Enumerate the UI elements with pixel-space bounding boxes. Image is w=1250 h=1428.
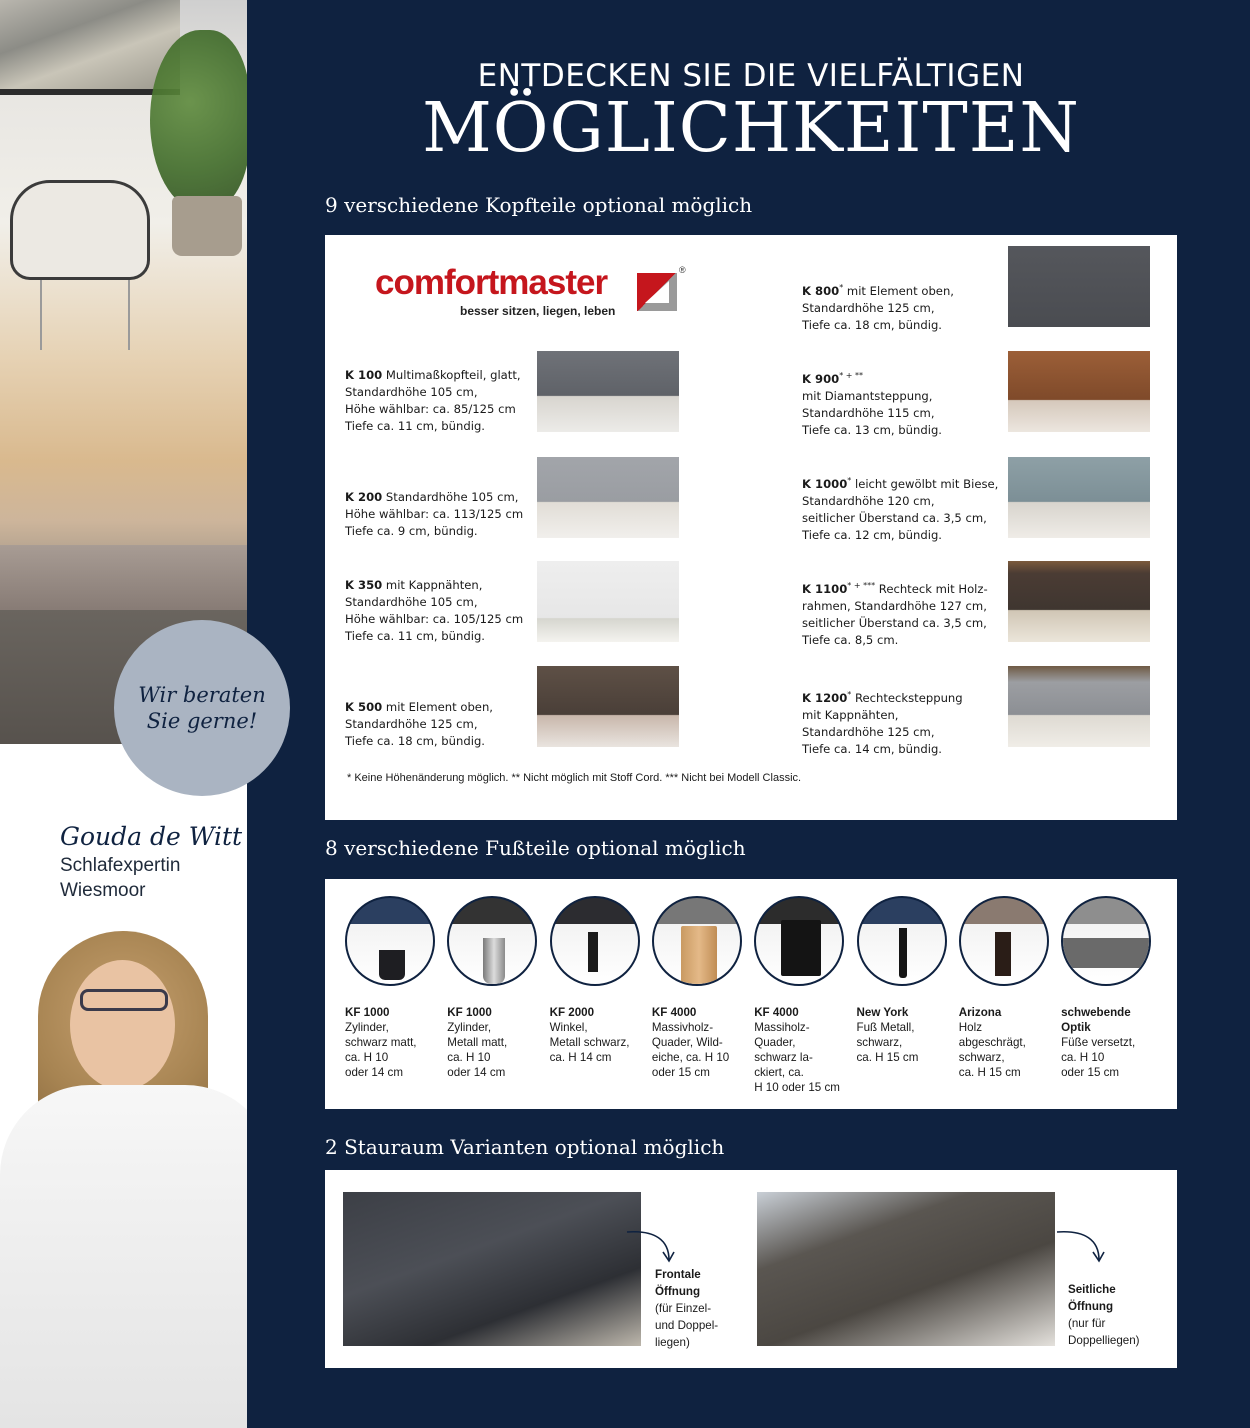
- foot-desc-line: schwarz,: [958, 1051, 1005, 1064]
- storage-desc-line: (für Einzel-: [655, 1302, 712, 1315]
- foot-leg-shape: [588, 932, 598, 972]
- foot-desc-line: oder 14 cm: [345, 1066, 403, 1079]
- chair-legs: [40, 280, 130, 350]
- headboard-desc-line: Rechtecksteppung: [854, 690, 963, 705]
- headboard-desc-line: Höhe wählbar: ca. 113/125 cm: [345, 507, 524, 521]
- headboard-desc-line: rahmen, Standardhöhe 127 cm,: [802, 598, 987, 613]
- headboard-desc-line: Standardhöhe 125 cm,: [345, 717, 478, 731]
- foot-desc-line: Metall matt,: [447, 1036, 508, 1049]
- foot-desc-line: Quader,: [754, 1036, 796, 1049]
- headboard-image: [1008, 351, 1150, 432]
- storage-box: [325, 1170, 1177, 1368]
- headboard-desc-line: seitlicher Überstand ca. 3,5 cm,: [802, 510, 987, 525]
- foot-desc-line: ca. H 15 cm: [856, 1051, 919, 1064]
- headboard-desc-line: Standardhöhe 120 cm,: [802, 493, 935, 508]
- section-title-headboards: 9 verschiedene Kopfteile optional möglich: [325, 193, 753, 217]
- foot-desc-line: Metall schwarz,: [549, 1036, 630, 1049]
- foot-name: KF 1000: [345, 1006, 390, 1019]
- headboard-footnote-mark: *: [847, 476, 852, 485]
- storage-desc-line: und Doppel-: [655, 1319, 719, 1332]
- foot-desc-line: abgeschrägt,: [958, 1036, 1026, 1049]
- foot-image: [652, 896, 742, 986]
- foot-image: [345, 896, 435, 986]
- portrait-face: [70, 960, 175, 1090]
- foot-desc-line: oder 14 cm: [447, 1066, 506, 1079]
- portrait-shirt: [0, 1085, 247, 1428]
- foot-leg-shape: [1063, 938, 1151, 968]
- foot-description: [754, 1005, 854, 1095]
- foot-desc-line: Massiholz-: [754, 1021, 810, 1034]
- headboard-footnote-mark: * + **: [839, 371, 864, 380]
- headboard-code: K 350: [345, 578, 383, 592]
- foot-desc-line: Massivholz-: [651, 1021, 714, 1034]
- expert-place: Wiesmoor: [60, 880, 146, 901]
- headboard-image: [1008, 666, 1150, 747]
- headboard-desc-line: mit Element oben,: [385, 700, 493, 714]
- curved-arrow-icon: [1055, 1226, 1105, 1266]
- headboard-image: [537, 666, 679, 747]
- foot-description: [447, 1005, 547, 1080]
- headboard-desc-line: Standardhöhe 105 cm,: [345, 385, 478, 399]
- curved-arrow-icon: [625, 1226, 675, 1266]
- foot-name: Arizona: [958, 1006, 1002, 1019]
- foot-leg-shape: [483, 938, 505, 984]
- storage-title-line: Öffnung: [655, 1285, 701, 1298]
- foot-desc-line: Quader, Wild-: [651, 1036, 723, 1049]
- foot-description: [345, 1005, 445, 1080]
- foot-desc-line: ca. H 10: [1061, 1051, 1105, 1064]
- headboard-desc-line: Tiefe ca. 11 cm, bündig.: [345, 419, 485, 433]
- headboard-k-1000: [802, 472, 998, 544]
- foot-desc-line: H 10 oder 15 cm: [754, 1081, 840, 1094]
- logo-mark-icon: [637, 273, 677, 311]
- foot-image: [959, 896, 1049, 986]
- headboard-code: K 900: [802, 371, 840, 386]
- headboard-desc-line: leicht gewölbt mit Biese,: [854, 476, 999, 491]
- foot-desc-line: oder 15 cm: [1061, 1066, 1120, 1079]
- headboard-code: K 500: [345, 700, 383, 714]
- headboard-desc-line: Höhe wählbar: ca. 105/125 cm: [345, 612, 524, 626]
- logo-registered: ®: [679, 265, 686, 275]
- section-title-storage: 2 Stauraum Varianten optional möglich: [325, 1135, 725, 1159]
- storage-title-line: Frontale: [655, 1268, 701, 1281]
- foot-name: schwebende: [1061, 1006, 1131, 1019]
- expert-title: Schlafexpertin: [60, 855, 181, 876]
- storage-title-line: Seitliche: [1068, 1283, 1116, 1296]
- foot-desc-line: Fuß Metall,: [856, 1021, 915, 1034]
- foot-image: [550, 896, 640, 986]
- storage-title-line: Öffnung: [1068, 1300, 1114, 1313]
- chair-image: [10, 180, 150, 280]
- expert-portrait: [0, 925, 247, 1428]
- headboard-desc-line: Tiefe ca. 8,5 cm.: [802, 632, 899, 647]
- feet-box: [325, 879, 1177, 1109]
- headboard-desc-line: Standardhöhe 105 cm,: [345, 595, 478, 609]
- section-title-feet: 8 verschiedene Fußteile optional möglich: [325, 836, 746, 860]
- headboard-code: K 100: [345, 368, 383, 382]
- headboard-desc-line: mit Diamantsteppung,: [802, 388, 933, 403]
- headboard-footnote-mark: *: [847, 690, 852, 699]
- headboard-desc-line: Standardhöhe 125 cm,: [802, 300, 935, 315]
- headboard-image: [1008, 561, 1150, 642]
- headline-line1: ENTDECKEN SIE DIE VIELFÄLTIGEN: [477, 58, 1025, 94]
- headboard-k-500: [345, 699, 493, 750]
- headboards-box: [325, 235, 1177, 820]
- headboard-desc-line: Tiefe ca. 11 cm, bündig.: [345, 629, 485, 643]
- foot-leg-shape: [899, 928, 907, 978]
- headboard-desc-line: Standardhöhe 125 cm,: [802, 724, 935, 739]
- headboard-k-350: [345, 577, 523, 645]
- foot-image: [754, 896, 844, 986]
- headboard-desc-line: Standardhöhe 115 cm,: [802, 405, 935, 420]
- headline-line2: MÖGLICHKEITEN: [422, 89, 1080, 168]
- foot-leg-shape: [781, 920, 821, 976]
- headboard-k-1200: [802, 686, 963, 758]
- logo-word: [375, 263, 607, 303]
- plant-pot: [172, 196, 242, 256]
- headboard-code: K 1000: [802, 476, 848, 491]
- logo-word-b: master: [498, 263, 608, 302]
- foot-leg-shape: [379, 950, 405, 980]
- headboard-k-100: [345, 367, 521, 435]
- foot-desc-line: Zylinder,: [345, 1021, 389, 1034]
- headboard-k-900: [802, 367, 942, 439]
- headboard-k-200: [345, 489, 523, 540]
- foot-name: KF 1000: [447, 1006, 492, 1019]
- foot-desc-line: Optik: [1061, 1021, 1091, 1034]
- foot-name: KF 2000: [549, 1006, 595, 1019]
- foot-desc-line: ca. H 10: [345, 1051, 389, 1064]
- headboard-image: [537, 457, 679, 538]
- headboard-desc-line: mit Kappnähten,: [385, 578, 483, 592]
- foot-desc-line: ca. H 15 cm: [958, 1066, 1021, 1079]
- headboard-footnote: * Keine Höhenänderung möglich. ** Nicht möglich mit Stoff Cord. *** Nicht bei Modell Classic.: [347, 772, 802, 784]
- headboard-k-1100: [802, 577, 988, 649]
- storage-side-image: [757, 1192, 1055, 1346]
- storage-description: [655, 1266, 718, 1351]
- foot-desc-line: schwarz,: [856, 1036, 903, 1049]
- headboard-k-800: [802, 279, 954, 334]
- headboard-desc-line: Tiefe ca. 14 cm, bündig.: [802, 741, 942, 756]
- storage-desc-line: Doppelliegen): [1068, 1334, 1140, 1347]
- headboard-desc-line: Tiefe ca. 12 cm, bündig.: [802, 527, 942, 542]
- headboard-code: K 200: [345, 490, 383, 504]
- foot-name: KF 4000: [754, 1006, 799, 1019]
- headboard-desc-line: Standardhöhe 105 cm,: [385, 490, 519, 504]
- foot-description: [652, 1005, 752, 1080]
- foot-desc-line: schwarz la-: [754, 1051, 813, 1064]
- headboard-image: [1008, 246, 1150, 327]
- logo-word-a: comfort: [375, 263, 499, 302]
- headboard-desc-line: Tiefe ca. 13 cm, bündig.: [802, 422, 942, 437]
- headboard-desc-line: mit Element oben,: [846, 283, 954, 298]
- storage-description: [1068, 1281, 1140, 1349]
- headboard-desc-line: Höhe wählbar: ca. 85/125 cm: [345, 402, 516, 416]
- foot-desc-line: Zylinder,: [447, 1021, 492, 1034]
- foot-desc-line: eiche, ca. H 10: [651, 1051, 730, 1064]
- headboard-footnote-mark: *: [839, 283, 844, 292]
- storage-desc-line: liegen): [655, 1336, 690, 1349]
- headboard-code: K 1100: [802, 581, 848, 596]
- headboard-image: [1008, 457, 1150, 538]
- storage-desc-line: (nur für: [1068, 1317, 1106, 1330]
- foot-description: [1061, 1005, 1161, 1080]
- foot-description: [550, 1005, 650, 1065]
- foot-description: [959, 1005, 1059, 1080]
- foot-desc-line: Holz: [958, 1021, 982, 1034]
- headboard-desc-line: seitlicher Überstand ca. 3,5 cm,: [802, 615, 987, 630]
- foot-desc-line: ca. H 14 cm: [549, 1051, 612, 1064]
- foot-leg-shape: [995, 932, 1011, 976]
- plant-image: [150, 30, 247, 210]
- storage-front-image: [343, 1192, 641, 1346]
- headboard-image: [537, 561, 679, 642]
- headboard-desc-line: Rechteck mit Holz-: [878, 581, 988, 596]
- foot-desc-line: Füße versetzt,: [1061, 1036, 1136, 1049]
- headboard-footnote-mark: * + ***: [847, 581, 876, 590]
- foot-description: [857, 1005, 957, 1065]
- headboard-desc-line: mit Kappnähten,: [802, 707, 899, 722]
- headboard-desc-line: Tiefe ca. 9 cm, bündig.: [345, 524, 478, 538]
- expert-name: Gouda de Witt: [60, 822, 243, 851]
- foot-desc-line: schwarz matt,: [345, 1036, 417, 1049]
- headboard-code: K 1200: [802, 690, 848, 705]
- comfortmaster-logo: [375, 263, 695, 323]
- foot-name: KF 4000: [651, 1006, 697, 1019]
- headboard-desc-line: Tiefe ca. 18 cm, bündig.: [802, 317, 942, 332]
- foot-image: [857, 896, 947, 986]
- wall-painting: [0, 0, 180, 95]
- foot-desc-line: ckiert, ca.: [754, 1066, 804, 1079]
- foot-name: New York: [856, 1006, 909, 1019]
- headboard-desc-line: Multimaßkopfteil, glatt,: [385, 368, 521, 382]
- blanket-image: [0, 545, 247, 615]
- headboard-desc-line: Tiefe ca. 18 cm, bündig.: [345, 734, 485, 748]
- foot-leg-shape: [681, 926, 717, 984]
- foot-desc-line: oder 15 cm: [651, 1066, 710, 1079]
- headboard-image: [537, 351, 679, 432]
- foot-image: [447, 896, 537, 986]
- portrait-glasses: [80, 989, 168, 1011]
- headboard-code: K 800: [802, 283, 840, 298]
- logo-tagline: besser sitzen, liegen, leben: [460, 304, 616, 318]
- foot-image: [1061, 896, 1151, 986]
- advice-badge: Wir beraten Sie gerne!: [114, 620, 290, 796]
- foot-desc-line: Winkel,: [549, 1021, 588, 1034]
- foot-desc-line: ca. H 10: [447, 1051, 491, 1064]
